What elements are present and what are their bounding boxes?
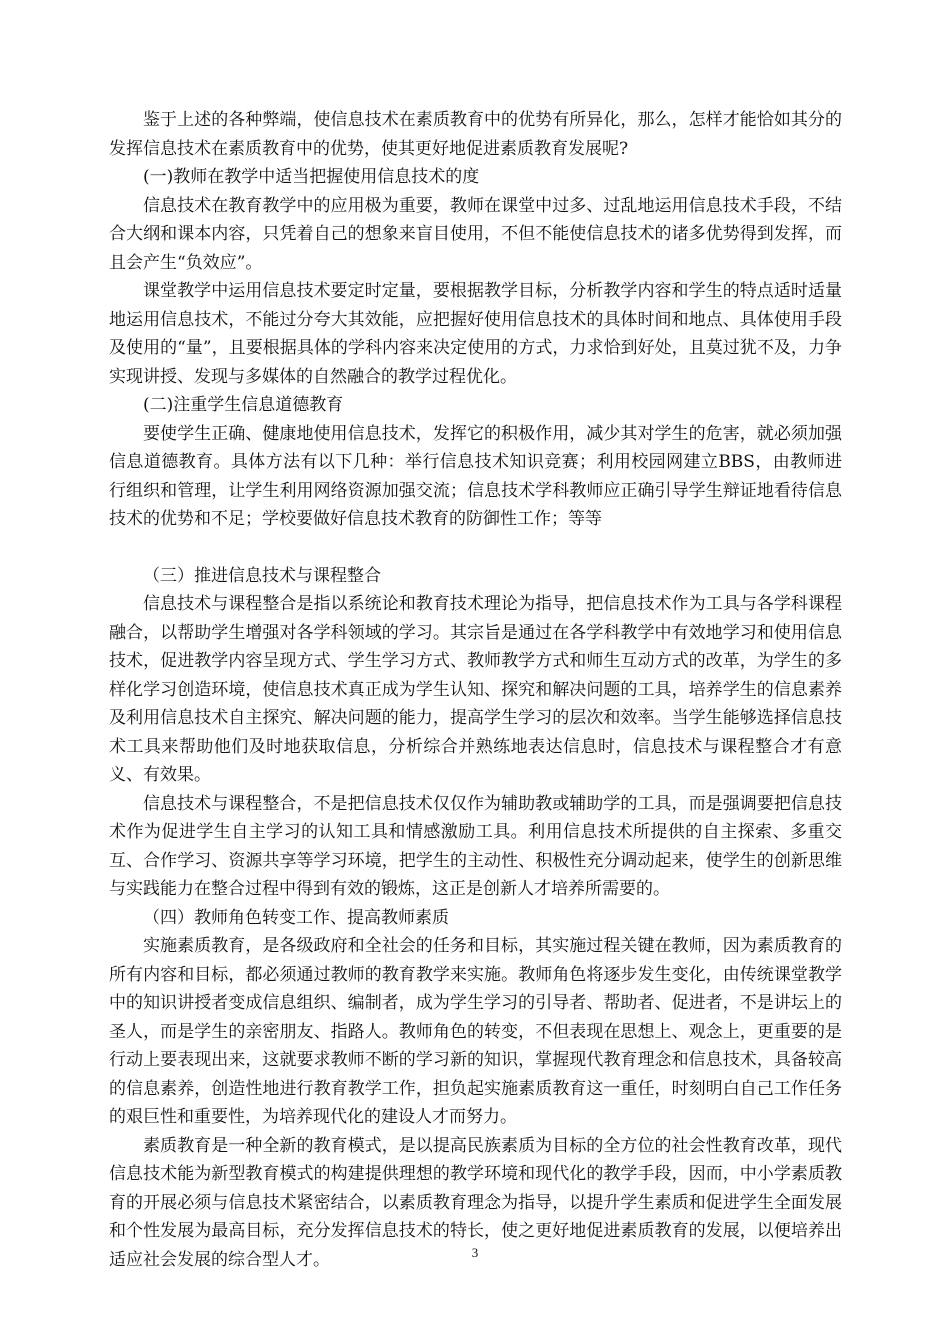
section-heading-3: （三）推进信息技术与课程整合 <box>143 565 381 586</box>
paragraph: 实施素质教育，是各级政府和全社会的任务和目标，其实施过程关键在教师，因为素质教育的所有内容和目标，都必须通过教师的教育教学来实施。教师角色将逐步发生变化，由传统课堂教学中的知识讲授者变成信息组织、编制者，成为学生学习的引导者、帮助者、促进者，不是讲坛上的圣人，而是学生的亲密朋友、指路人。教师角色的转变，不但表现在思想上、观念上，更重要的是行动上要表现出来，这就要求教师不断的学习新的知识，掌握现代教育理念和信息技术，具备较高的信息素养，创造性地进行教育教学工作，担负起实施素质教育这一重任，时刻明白自己工作任务的艰巨性和重要性，为培养现代化的建设人才而努力。 <box>109 936 842 1127</box>
paragraph: 要使学生正确、健康地使用信息技术，发挥它的积极作用，减少其对学生的危害，就必须加强信息道德教育。具体方法有以下几种：举行信息技术知识竞赛；利用校园网建立BBS，由教师进行组织和管理，让学生利用网络资源加强交流；信息技术学科教师应正确引导学生辩证地看待信息技术的优势和不足；学校要做好信息技术教育的防御性工作；等等 <box>109 423 842 529</box>
paragraph-intro: 鉴于上述的各种弊端，使信息技术在素质教育中的优势有所异化，那么，怎样才能恰如其分的发挥信息技术在素质教育中的优势，使其更好地促进素质教育发展呢? <box>109 110 842 159</box>
section-heading-4: （四）教师角色转变工作、提高教师素质 <box>143 907 449 928</box>
section-heading-2: (二)注重学生信息道德教育 <box>143 395 344 415</box>
document-body <box>109 106 842 1274</box>
paragraph: 信息技术与课程整合是指以系统论和教育技术理论为指导，把信息技术作为工具与各学科课程融合，以帮助学生增强对各学科领域的学习。其宗旨是通过在各学科教学中有效地学习和使用信息技术，促进教学内容呈现方式、学生学习方式、教师教学方式和师生互动方式的改革，为学生的多样化学习创造环境，使信息技术真正成为学生认知、探究和解决问题的工具，培养学生的信息素养及利用信息技术自主探究、解决问题的能力，提高学生学习的层次和效率。当学生能够选择信息技术工具来帮助他们及时地获取信息，分析综合并熟练地表达信息时，信息技术与课程整合才有意义、有效果。 <box>109 594 842 785</box>
section-heading-1: (一)教师在教学中适当把握使用信息技术的度 <box>143 167 480 187</box>
page-number: 3 <box>471 1245 479 1260</box>
paragraph: 课堂教学中运用信息技术要定时定量，要根据教学目标，分析教学内容和学生的特点适时适量地运用信息技术，不能过分夸大其效能，应把握好使用信息技术的具体时间和地点、具体使用手段及使用的“量”，且要根据具体的学科内容来决定使用的方式，力求恰到好处，且莫过犹不及，力争实现讲授、发现与多媒体的自然融合的教学过程优化。 <box>109 281 842 387</box>
blank-line <box>109 534 842 562</box>
paragraph: 信息技术在教育教学中的应用极为重要，教师在课堂中过多、过乱地运用信息技术手段，不结合大纲和课本内容，只凭着自己的想象来盲目使用，不但不能使信息技术的诸多优势得到发挥，而且会产生“负效应”。 <box>109 195 842 273</box>
paragraph: 信息技术与课程整合，不是把信息技术仅仅作为辅助教或辅助学的工具，而是强调要把信息技术作为促进学生自主学习的认知工具和情感激励工具。利用信息技术所提供的自主探索、多重交互、合作学习、资源共享等学习环境，把学生的主动性、积极性充分调动起来，使学生的创新思维与实践能力在整合过程中得到有效的锻炼，这正是创新人才培养所需要的。 <box>109 793 842 899</box>
paragraph: 素质教育是一种全新的教育模式，是以提高民族素质为目标的全方位的社会性教育改革，现代信息技术能为新型教育模式的构建提供理想的教学环境和现代化的教学手段，因而，中小学素质教育的开展必须与信息技术紧密结合，以素质教育理念为指导，以提升学生素质和促进学生全面发展和个性发展为最高目标，充分发挥信息技术的特长，使之更好地促进素质教育的发展，以便培养出适应社会发展的综合型人才。 <box>109 1135 842 1270</box>
